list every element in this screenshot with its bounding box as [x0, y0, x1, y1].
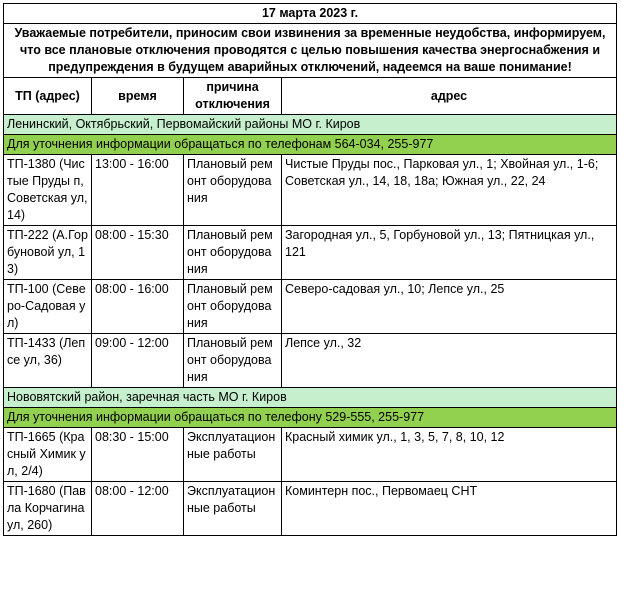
header-address: адрес: [282, 78, 617, 115]
cell-time: 09:00 - 12:00: [92, 334, 184, 388]
header-row: [4, 78, 617, 115]
cell-address: Загородная ул., 5, Горбуновой ул., 13; Пятницкая ул., 121: [282, 226, 617, 280]
cell-time: 08:00 - 15:30: [92, 226, 184, 280]
phones-row: Для уточнения информации обращаться по телефонам 564-034, 255-977: [4, 135, 617, 155]
cell-time: 08:30 - 15:00: [92, 428, 184, 482]
table-row: [4, 226, 617, 280]
cell-time: 08:00 - 12:00: [92, 482, 184, 536]
date-title: 17 марта 2023 г.: [4, 4, 617, 24]
cell-reason: Плановый ремонт оборудования: [184, 334, 282, 388]
cell-reason: Плановый ремонт оборудования: [184, 226, 282, 280]
outage-table: [3, 3, 617, 536]
table-row: [4, 280, 617, 334]
region-row: Нововятский район, заречная часть МО г. Киров: [4, 388, 617, 408]
header-reason: причина отключения: [184, 78, 282, 115]
cell-tp: ТП-1433 (Лепсе ул, 36): [4, 334, 92, 388]
header-tp: ТП (адрес): [4, 78, 92, 115]
phones-row: Для уточнения информации обращаться по телефону 529-555, 255-977: [4, 408, 617, 428]
cell-address: Коминтерн пос., Первомаец СНТ: [282, 482, 617, 536]
table-row: [4, 428, 617, 482]
header-time: время: [92, 78, 184, 115]
cell-address: Красный химик ул., 1, 3, 5, 7, 8, 10, 12: [282, 428, 617, 482]
table-row: [4, 155, 617, 226]
notice-text: Уважаемые потребители, приносим свои извинения за временные неудобства, информируем, что все плановые отключения проводятся с целью повышения качества энергоснабжения и предупреждения в будущем аварийных отключений, надеемся на ваше понимание!: [4, 24, 617, 78]
cell-time: 13:00 - 16:00: [92, 155, 184, 226]
cell-address: Северо-садовая ул., 10; Лепсе ул., 25: [282, 280, 617, 334]
cell-tp: ТП-100 (Северо-Садовая ул): [4, 280, 92, 334]
cell-address: Чистые Пруды пос., Парковая ул., 1; Хвойная ул., 1-6; Советская ул., 14, 18, 18а; Южная ул., 22, 24: [282, 155, 617, 226]
cell-reason: Эксплуатационные работы: [184, 482, 282, 536]
cell-tp: ТП-1665 (Красный Химик ул, 2/4): [4, 428, 92, 482]
cell-reason: Эксплуатационные работы: [184, 428, 282, 482]
cell-reason: Плановый ремонт оборудования: [184, 155, 282, 226]
cell-tp: ТП-1680 (Павла Корчагина ул, 260): [4, 482, 92, 536]
cell-address: Лепсе ул., 32: [282, 334, 617, 388]
region-row: Ленинский, Октябрьский, Первомайский районы МО г. Киров: [4, 115, 617, 135]
cell-tp: ТП-222 (А.Горбуновой ул, 13): [4, 226, 92, 280]
table-row: [4, 482, 617, 536]
cell-tp: ТП-1380 (Чистые Пруды п, Советская ул, 14): [4, 155, 92, 226]
cell-reason: Плановый ремонт оборудования: [184, 280, 282, 334]
cell-time: 08:00 - 16:00: [92, 280, 184, 334]
table-row: [4, 334, 617, 388]
